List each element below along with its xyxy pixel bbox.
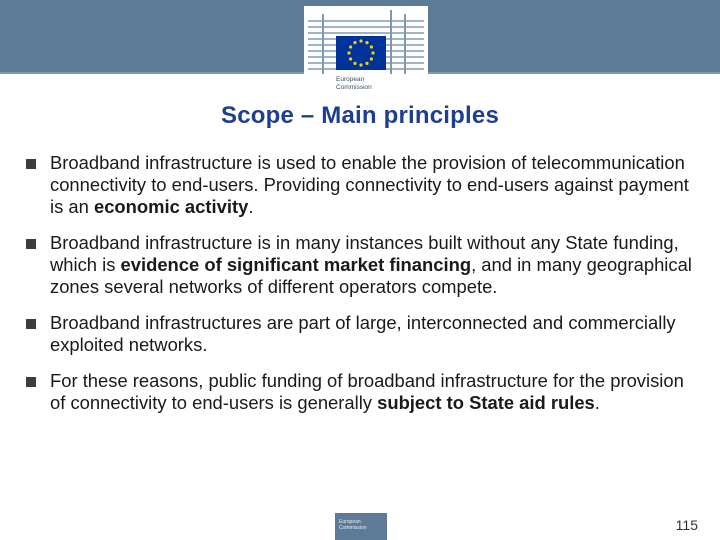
bullet-text: Broadband infrastructure is used to enable the provision of telecommunication connectivity to end-users. Providing connectivity to end-users against payment is an — [50, 152, 689, 217]
bullet-text: . — [594, 392, 600, 413]
bullet-item — [24, 232, 704, 298]
bullet-item — [24, 152, 704, 218]
bullet-emphasis: subject to State aid rules — [377, 392, 595, 413]
bullet-item — [24, 312, 704, 356]
bullet-square-icon — [26, 239, 36, 249]
bullet-item — [24, 370, 704, 414]
bullet-square-icon — [26, 377, 36, 387]
footer-logo-text: European Commission — [339, 519, 367, 531]
bullet-text: For these reasons, public funding of broadband infrastructure for the provision of connectivity to end-users is generally — [50, 370, 684, 413]
footer-logo — [335, 513, 387, 540]
page-number: 115 — [675, 517, 698, 533]
european-commission-logo — [304, 6, 428, 102]
bullet-text: Broadband infrastructures are part of large, interconnected and commercially exploited networks. — [50, 312, 676, 355]
logo-text-line2: Commission — [336, 84, 372, 91]
bullet-square-icon — [26, 319, 36, 329]
bullet-emphasis: economic activity — [93, 196, 249, 217]
bullet-square-icon — [26, 159, 36, 169]
bullet-text: Broadband infrastructure is in many instances built without any State funding, which is — [50, 232, 679, 275]
slide-title: Scope – Main principles — [220, 102, 499, 129]
bullet-list — [24, 152, 704, 428]
logo-text-line1: European — [336, 76, 365, 83]
bullet-text: . — [248, 196, 254, 217]
bullet-emphasis: evidence of significant market financing — [120, 254, 472, 275]
bullet-text: , and in many geographical zones several networks of different operators compete. — [50, 254, 692, 297]
